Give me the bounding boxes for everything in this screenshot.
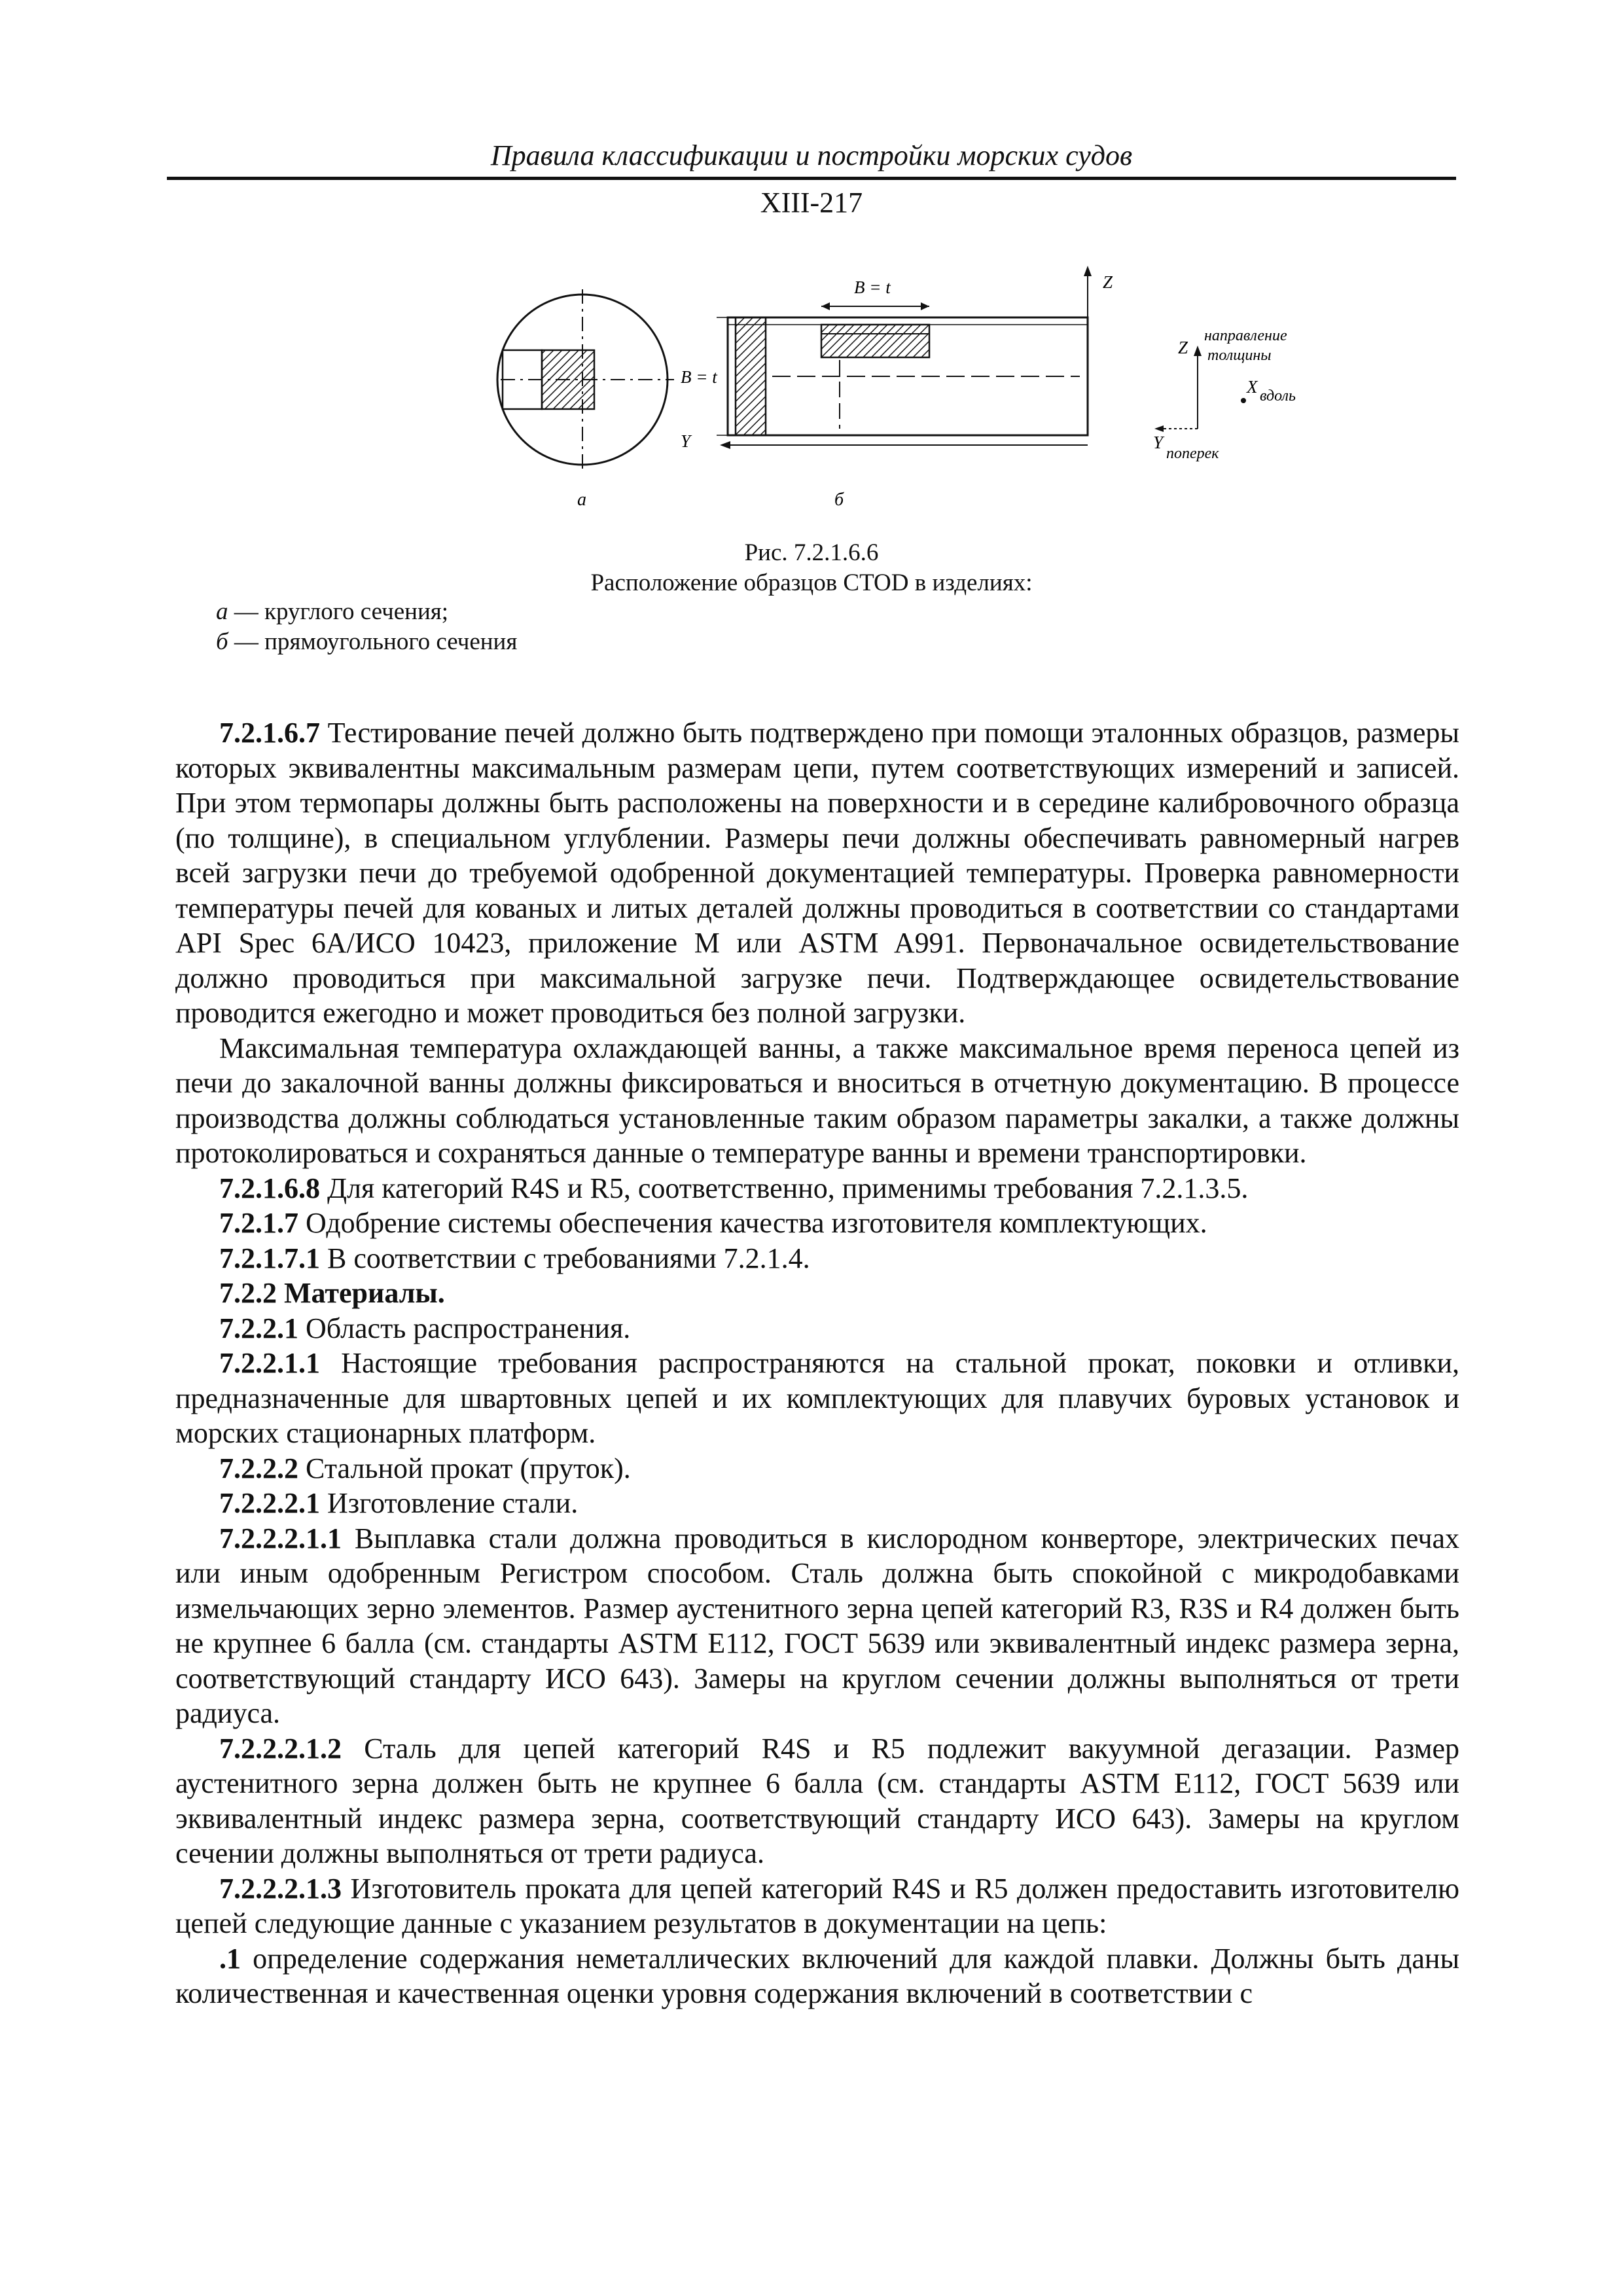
- list-item: .1 определение содержания неметаллических включений для каждой плавки. Должны быть даны количественная и качественная оценки уровня содержания включений в соответствии с: [175, 1942, 1459, 2009]
- sub-label-b: б: [834, 490, 844, 510]
- paragraph: 7.2.2.2.1 Изготовление стали.: [219, 1487, 579, 1519]
- rectangular-section-drawing: [717, 266, 1092, 449]
- round-section-drawing: [497, 289, 674, 470]
- axis-label-x: X: [1247, 377, 1258, 397]
- figure-ctod-specimen-location: [458, 262, 1309, 524]
- paragraph: 7.2.1.6.7 Тестирование печей должно быть подтверждено при помощи эталонных образцов, размеры которых эквивалентны максимальным размерам цепи, путем соответствующих измерений и записей. При этом термопары должны быть расположены на поверхности и в середине калибровочного образца (по толщине), в специальном углублении. Размеры печи должны обеспечивать равномерный нагрев всей загрузки печи до требуемой одобренной документацией температуры. Проверка равномерности температуры печей для кованых и литых деталей должны проводиться в соответствии со стандартами API Spec 6A/ИСО 10423, приложение M или ASTM A991. Первоначальное освидетельствование должно проводиться при максимальной загрузке печи. Подтверждающее освидетельствование проводится ежегодно и может проводиться без полной загрузки.: [175, 717, 1459, 1029]
- figure-legend-item: а — круглого сечения;: [216, 598, 449, 625]
- paragraph: 7.2.2.1 Область распространения.: [219, 1312, 631, 1344]
- dim-label-top: B = t: [854, 278, 891, 297]
- paragraph: 7.2.2.1.1 Настоящие требования распространяются на стальной прокат, поковки и отливки, предназначенные для швартовных цепей и их комплектующих для плавучих буровых установок и морских стационарных платформ.: [175, 1347, 1459, 1449]
- sub-label-a: а: [577, 490, 586, 510]
- axis-label-across: поперек: [1166, 445, 1219, 462]
- figure-caption: Расположение образцов CTOD в изделиях:: [590, 569, 1033, 596]
- running-header: Правила классификации и постройки морских судов: [490, 139, 1133, 171]
- body-text: [175, 715, 1459, 2011]
- paragraph: 7.2.2.2.1.3 Изготовитель проката для цепей категорий R4S и R5 должен предоставить изготовителю цепей следующие данные с указанием результатов в документации на цепь:: [175, 1872, 1459, 1939]
- figure-drawing: [458, 262, 1309, 524]
- axis-label-thickness-2: толщины: [1207, 347, 1272, 364]
- section-heading: 7.2.2 Материалы.: [219, 1277, 445, 1309]
- paragraph: 7.2.1.7.1 В соответствии с требованиями 7.2.1.4.: [219, 1242, 810, 1274]
- paragraph: 7.2.1.6.8 Для категорий R4S и R5, соответственно, применимы требования 7.2.1.3.5.: [219, 1172, 1249, 1204]
- header-rule: [167, 177, 1456, 180]
- axis-label-along: вдоль: [1260, 387, 1296, 404]
- figure-number: Рис. 7.2.1.6.6: [744, 539, 879, 566]
- axis-label-thickness-1: направление: [1204, 327, 1287, 344]
- paragraph: Максимальная температура охлаждающей ванны, а также максимальное время переноса цепей из печи до закалочной ванны должны фиксироваться и вноситься в отчетную документацию. В процессе производства должны соблюдаться установленные таким образом параметры закалки, а также должны протоколироваться и сохраняться данные о температуре ванны и времени транспортировки.: [175, 1031, 1459, 1169]
- dim-label-left: B = t: [681, 367, 717, 387]
- figure-legend-item: б — прямоугольного сечения: [216, 628, 518, 655]
- paragraph: 7.2.2.2.1.2 Сталь для цепей категорий R4S и R5 подлежит вакуумной дегазации. Размер аустенитного зерна должен быть не крупнее 6 балла (см. стандарты ASTM E112, ГОСТ 5639 или эквивалентный индекс размера зерна, соответствующий стандарту ИСО 643). Замеры на круглом сечении должны выполняться от трети радиуса.: [175, 1732, 1459, 1869]
- paragraph: 7.2.1.7 Одобрение системы обеспечения качества изготовителя комплектующих.: [219, 1207, 1207, 1239]
- label-z: Z: [1103, 272, 1113, 292]
- paragraph: 7.2.2.2 Стальной прокат (пруток).: [219, 1452, 631, 1484]
- page-number: XIII-217: [760, 187, 863, 219]
- label-y: Y: [681, 431, 691, 451]
- paragraph: 7.2.2.2.1.1 Выплавка стали должна проводиться в кислородном конверторе, электрических печах или иным одобренным Регистром способом. Сталь должна быть спокойной с микродобавками измельчающих зерно элементов. Размер аустенитного зерна цепей категорий R3, R3S и R4 должен быть не крупнее 6 балла (см. стандарты ASTM E112, ГОСТ 5639 или эквивалентный индекс размера зерна, соответствующий стандарту ИСО 643). Замеры на круглом сечении должны выполняться от трети радиуса.: [175, 1522, 1459, 1729]
- axis-label-z: Z: [1178, 338, 1188, 357]
- axis-label-y: Y: [1153, 433, 1164, 452]
